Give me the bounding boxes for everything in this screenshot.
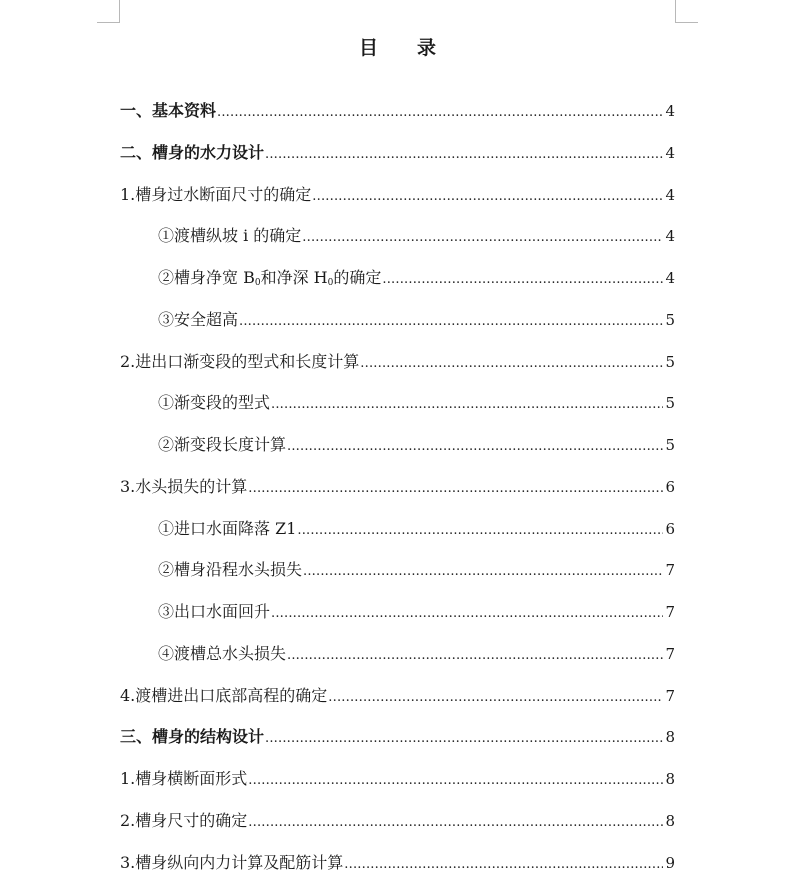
toc-dot-leader [302,215,663,259]
toc-entry-title[interactable]: ①渐变段的型式 [158,382,270,424]
toc-entry-title[interactable]: ③出口水面回升 [158,591,270,633]
subscript: 0 [255,278,261,288]
toc-page-number[interactable]: 7 [665,676,675,718]
toc-entry-title[interactable]: ④渡槽总水头损失 [158,633,286,675]
toc-title [0,33,796,60]
toc-entry-title[interactable]: 2.槽身尺寸的确定 [120,800,247,842]
toc-page-number[interactable]: 8 [665,717,675,759]
toc-dot-leader [271,591,663,635]
toc-entry[interactable] [120,132,675,174]
toc-entry[interactable] [120,424,675,466]
toc-entry[interactable] [120,591,675,633]
toc-dot-leader [239,299,663,343]
table-of-contents [120,90,675,883]
toc-entry-title[interactable] [158,257,381,299]
toc-dot-leader [248,466,663,510]
toc-entry[interactable] [120,174,675,216]
toc-entry[interactable] [120,800,675,842]
toc-entry[interactable] [120,215,675,257]
toc-entry-title[interactable]: ①进口水面降落 Z1 [158,508,296,550]
toc-dot-leader [303,549,663,593]
toc-entry[interactable] [120,675,675,717]
toc-page-number[interactable]: 7 [665,550,675,592]
toc-entry-title[interactable]: 3.槽身纵向内力计算及配筋计算 [120,842,343,884]
crop-mark-top-left [97,0,120,23]
toc-page-number[interactable]: 4 [665,175,675,217]
toc-page-number[interactable]: 8 [665,759,675,801]
toc-dot-leader [360,341,663,385]
toc-dot-leader [344,842,663,885]
toc-page-number[interactable]: 6 [665,509,675,551]
toc-dot-leader [248,800,663,844]
toc-entry-title[interactable]: 1.槽身横断面形式 [120,758,247,800]
toc-entry[interactable] [120,466,675,508]
toc-page-number[interactable]: 5 [665,425,675,467]
toc-entry[interactable] [120,842,675,884]
toc-dot-leader [328,675,663,719]
toc-dot-leader [217,90,663,134]
toc-page-number[interactable]: 5 [665,300,675,342]
toc-entry-title[interactable]: 4.渡槽进出口底部高程的确定 [120,675,327,717]
toc-entry-title[interactable]: 3.水头损失的计算 [120,466,247,508]
toc-dot-leader [312,174,663,218]
toc-entry-title[interactable]: 三、槽身的结构设计 [120,716,264,758]
toc-dot-leader [287,633,663,677]
toc-page-number[interactable]: 6 [665,467,675,509]
toc-entry-title[interactable]: ③安全超高 [158,299,238,341]
toc-entry[interactable] [120,716,675,758]
toc-page-number[interactable]: 5 [665,383,675,425]
toc-entry[interactable] [120,508,675,550]
toc-entry-title[interactable]: 二、槽身的水力设计 [120,132,264,174]
toc-entry-title[interactable]: 1.槽身过水断面尺寸的确定 [120,174,311,216]
toc-entry[interactable] [120,90,675,132]
toc-page-number[interactable]: 5 [665,342,675,384]
toc-dot-leader [297,508,663,552]
toc-page-number[interactable]: 4 [665,216,675,258]
subscript: 0 [328,278,334,288]
toc-page-number[interactable]: 7 [665,634,675,676]
toc-entry-title[interactable]: 一、基本资料 [120,90,216,132]
crop-mark-top-right [675,0,698,23]
toc-page-number[interactable]: 7 [665,592,675,634]
toc-entry-title[interactable]: ②渐变段长度计算 [158,424,286,466]
toc-page-number[interactable]: 4 [665,91,675,133]
toc-entry[interactable] [120,299,675,341]
toc-page-number[interactable]: 4 [665,258,675,300]
toc-title-char-1: 目 [359,33,379,60]
toc-page-number[interactable]: 4 [665,133,675,175]
toc-entry-title-part: 的确定 [333,268,381,287]
toc-entry[interactable] [120,633,675,675]
toc-entry-title[interactable]: 2.进出口渐变段的型式和长度计算 [120,341,359,383]
toc-dot-leader [265,716,663,760]
toc-dot-leader [248,758,663,802]
toc-dot-leader [271,382,663,426]
toc-entry[interactable] [120,549,675,591]
toc-dot-leader [287,424,663,468]
toc-page-number[interactable]: 9 [665,843,675,885]
toc-dot-leader [265,132,663,176]
toc-entry[interactable] [120,382,675,424]
toc-entry-title-part: 和净深 H [261,268,328,287]
toc-entry[interactable] [120,341,675,383]
toc-entry[interactable] [120,758,675,800]
toc-page-number[interactable]: 8 [665,801,675,843]
toc-dot-leader [382,257,663,301]
toc-entry[interactable] [120,257,675,299]
toc-entry-title-part: ②槽身净宽 B [158,268,255,287]
toc-title-char-2: 录 [417,33,437,60]
toc-entry-title[interactable]: ②槽身沿程水头损失 [158,549,302,591]
toc-entry-title[interactable]: ①渡槽纵坡 i 的确定 [158,215,301,257]
